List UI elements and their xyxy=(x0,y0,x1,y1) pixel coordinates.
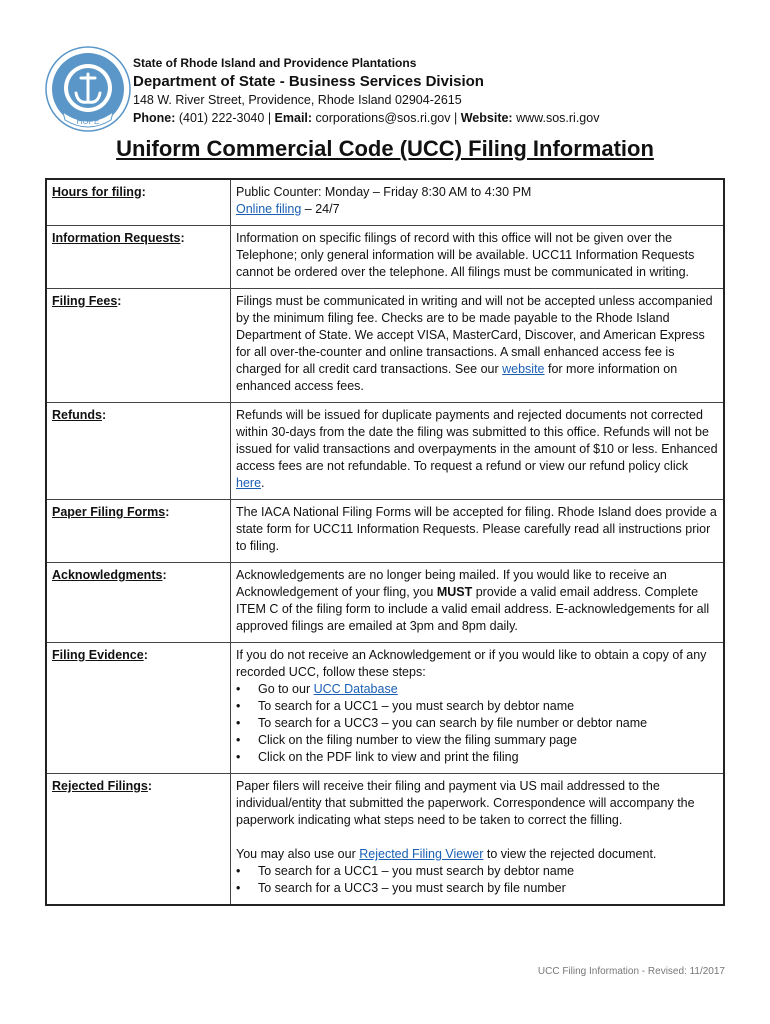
row-content: Refunds will be issued for duplicate payments and rejected documents not corrected within 30-days from the date the filing was submitted to this office. Refunds will not be issued for valid transactions and overpayments in the amount of $10 or less. Enhanced access fees are not refundable. To request a refund or view our refund policy click here. xyxy=(231,403,725,500)
state-seal-logo xyxy=(45,46,131,132)
list-item: • To search for a UCC1 – you must search by debtor name xyxy=(236,863,718,880)
table-row: Paper Filing Forms: The IACA National Filing Forms will be accepted for filing. Rhode Island does provide a state form for UCC11 Information Requests. Please carefully read all instructions prior to filing. xyxy=(46,500,724,563)
row-content: Filings must be communicated in writing and will not be accepted unless accompanied by the minimum filing fee. Checks are to be made payable to the Rhode Island Department of State. We accept VISA, MasterCard, Discover, and American Express for all over-the-counter and online transactions. A small enhanced access fee is charged for all credit card transactions. See our website for more information on enhanced access fees. xyxy=(231,289,725,403)
email-address: corporations@sos.ri.gov xyxy=(315,111,451,125)
row-content: Public Counter: Monday – Friday 8:30 AM to 4:30 PM Online filing – 24/7 xyxy=(231,179,725,226)
row-content: If you do not receive an Acknowledgement or if you would like to obtain a copy of any recorded UCC, follow these steps: • Go to our UCC Database • To search for a UCC1 – you must search by debtor name • To search for a UCC3 – you can search by file number or debtor name • Click on the filing number to view the filing summary page • Click on the PDF link to view and print the filing xyxy=(231,643,725,774)
row-label: Filing Evidence xyxy=(52,648,144,662)
steps-list xyxy=(236,681,718,766)
row-content: The IACA National Filing Forms will be accepted for filing. Rhode Island does provide a state form for UCC11 Information Requests. Please carefully read all instructions prior to filing. xyxy=(231,500,725,563)
online-filing-link[interactable]: Online filing xyxy=(236,202,302,216)
letterhead xyxy=(133,55,599,126)
ucc-database-link[interactable]: UCC Database xyxy=(313,682,398,696)
refund-policy-link[interactable]: here xyxy=(236,476,262,490)
row-label: Refunds xyxy=(52,408,102,422)
separator: | xyxy=(454,111,458,125)
separator: | xyxy=(267,111,272,125)
table-row: Filing Evidence: If you do not receive an Acknowledgement or if you would like to obtain a copy of any recorded UCC, follow these steps: • Go to our UCC Database • To search for a UCC1 – you must search by debtor name • To search for a UCC3 – you can search by file number or debtor name • Click on the filing number to view the filing summary page • Click on the PDF link to view and print the filing xyxy=(46,643,724,774)
table-row: Hours for filing: Public Counter: Monday – Friday 8:30 AM to 4:30 PM Online filing – 24/7 xyxy=(46,179,724,226)
list-item: • Click on the PDF link to view and print the filing xyxy=(236,749,718,766)
row-content: Information on specific filings of record with this office will not be given over the Telephone; only general information will be available. UCC11 Information Requests cannot be ordered over the telephone. All filings must be communicated in writing. xyxy=(231,226,725,289)
list-item: • To search for a UCC3 – you can search by file number or debtor name xyxy=(236,715,718,732)
list-item: • To search for a UCC3 – you must search by file number xyxy=(236,880,718,897)
website-label: Website: xyxy=(460,111,513,125)
row-content: Paper filers will receive their filing and payment via US mail addressed to the individual/entity that submitted the paperwork. Correspondence will accompany the paperwork indicating what steps need to be taken to correct the filling. You may also use our Rejected Filing Viewer to view the rejected document. • To search for a UCC1 – you must search by debtor name • To search for a UCC3 – you must search by file number xyxy=(231,774,725,906)
row-content: Acknowledgements are no longer being mailed. If you would like to receive an Acknowledgement of your fling, you MUST provide a valid email address. Complete ITEM C of the filing form to include a valid email address. E-acknowledgements for all approved filings are emailed at 3pm and 8pm daily. xyxy=(231,563,725,643)
address: 148 W. River Street, Providence, Rhode Island 02904-2615 xyxy=(133,93,462,107)
revision-footer: UCC Filing Information - Revised: 11/2017 xyxy=(537,966,725,977)
list-item: • Go to our UCC Database xyxy=(236,681,718,698)
row-label: Paper Filing Forms xyxy=(52,505,166,519)
search-list xyxy=(236,863,718,897)
table-row: Acknowledgments: Acknowledgements are no longer being mailed. If you would like to receive an Acknowledgement of your fling, you MUST provide a valid email address. Complete ITEM C of the filing form to include a valid email address. E-acknowledgements for all approved filings are emailed at 3pm and 8pm daily. xyxy=(46,563,724,643)
contact-line xyxy=(133,110,599,126)
department-name: Department of State - Business Services Division xyxy=(133,73,484,90)
table-row: Information Requests: Information on specific filings of record with this office will not be given over the Telephone; only general information will be available. UCC11 Information Requests cannot be ordered over the telephone. All filings must be communicated in writing. xyxy=(46,226,724,289)
page-title: Uniform Commercial Code (UCC) Filing Information xyxy=(116,136,654,161)
list-item: • Click on the filing number to view the filing summary page xyxy=(236,732,718,749)
info-table xyxy=(45,178,725,906)
website-link[interactable]: website xyxy=(502,362,545,376)
row-label: Filing Fees xyxy=(52,294,118,308)
table-row: Rejected Filings: Paper filers will receive their filing and payment via US mail addressed to the individual/entity that submitted the paperwork. Correspondence will accompany the paperwork indicating what steps need to be taken to correct the filling. You may also use our Rejected Filing Viewer to view the rejected document. • To search for a UCC1 – you must search by debtor name • To search for a UCC3 – you must search by file number xyxy=(46,774,724,906)
email-label: Email: xyxy=(274,111,313,125)
phone-label: Phone: xyxy=(133,111,176,125)
row-label: Hours for filing xyxy=(52,185,142,199)
rejected-filing-viewer-link[interactable]: Rejected Filing Viewer xyxy=(359,847,484,861)
state-name: State of Rhode Island and Providence Plantations xyxy=(133,56,417,70)
phone-number: (401) 222-3040 xyxy=(178,111,265,125)
website-address: www.sos.ri.gov xyxy=(516,111,600,125)
row-label: Rejected Filings xyxy=(52,779,148,793)
table-row: Filing Fees: Filings must be communicated in writing and will not be accepted unless accompanied by the minimum filing fee. Checks are to be made payable to the Rhode Island Department of State. We accept VISA, MasterCard, Discover, and American Express for all over-the-counter and online transactions. A small enhanced access fee is charged for all credit card transactions. See our website for more information on enhanced access fees. xyxy=(46,289,724,403)
row-label: Acknowledgments xyxy=(52,568,163,582)
list-item: • To search for a UCC1 – you must search by debtor name xyxy=(236,698,718,715)
row-label: Information Requests xyxy=(52,231,181,245)
seal-motto: HOPE xyxy=(76,117,100,126)
table-row: Refunds: Refunds will be issued for duplicate payments and rejected documents not corrected within 30-days from the date the filing was submitted to this office. Refunds will not be issued for valid transactions and overpayments in the amount of $10 or less. Enhanced access fees are not refundable. To request a refund or view our refund policy click here. xyxy=(46,403,724,500)
